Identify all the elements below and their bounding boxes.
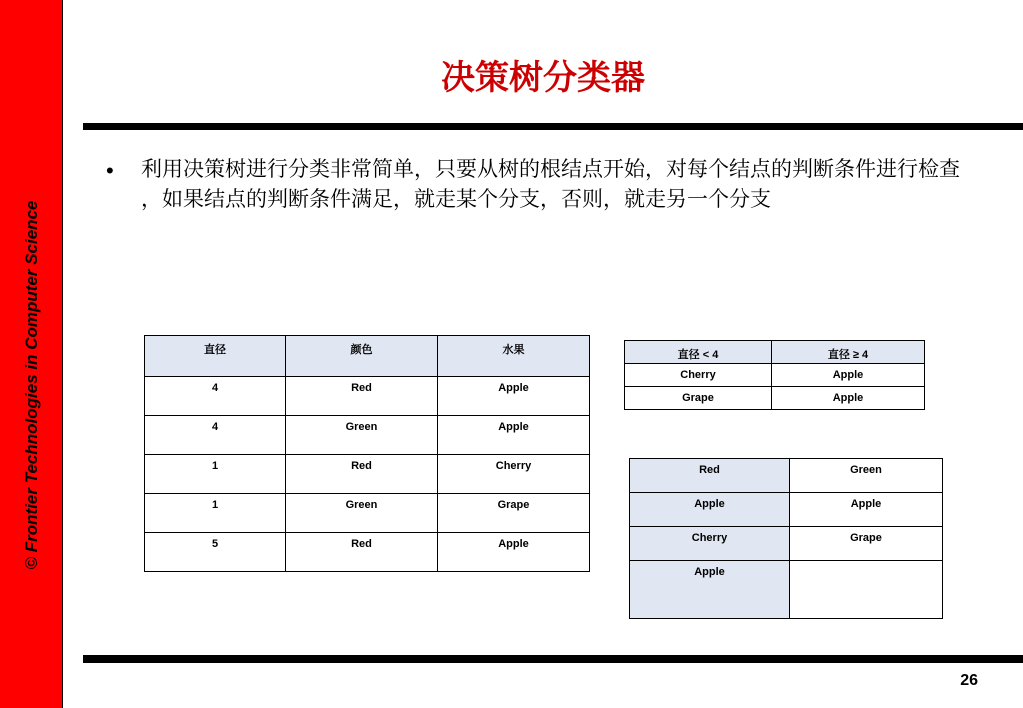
- table-cell: Apple: [630, 493, 790, 527]
- table-header-cell: 直径 < 4: [625, 341, 772, 364]
- sidebar: [0, 0, 63, 708]
- sidebar-caption: © Frontier Technologies in Computer Science: [22, 200, 41, 570]
- table-cell: Green: [286, 416, 438, 455]
- table-header-cell: 直径 ≥ 4: [772, 341, 925, 364]
- color-split-table: [629, 458, 943, 619]
- table-cell: Apple: [438, 377, 590, 416]
- page-number: 26: [960, 672, 978, 689]
- table-cell: Apple: [630, 561, 790, 619]
- table-row: [630, 493, 943, 527]
- table-header-cell: Green: [790, 459, 943, 493]
- table-row: [630, 527, 943, 561]
- table-header-cell: 颜色: [286, 336, 438, 377]
- table-cell: Apple: [772, 364, 925, 387]
- table-row: [145, 416, 590, 455]
- table-cell: Red: [286, 533, 438, 572]
- table-cell: 5: [145, 533, 286, 572]
- table-cell: Cherry: [438, 455, 590, 494]
- table-cell: 1: [145, 494, 286, 533]
- table-header-cell: 直径: [145, 336, 286, 377]
- table-cell: Grape: [625, 387, 772, 410]
- table-row: [145, 377, 590, 416]
- table-row: [625, 387, 925, 410]
- table-cell: Cherry: [625, 364, 772, 387]
- table-cell: Green: [286, 494, 438, 533]
- table-header-cell: 水果: [438, 336, 590, 377]
- table-cell: Apple: [438, 416, 590, 455]
- bullet-icon: •: [106, 158, 114, 183]
- table-cell: Apple: [790, 493, 943, 527]
- table-cell: Red: [286, 377, 438, 416]
- table-header-cell: Red: [630, 459, 790, 493]
- table-cell: 1: [145, 455, 286, 494]
- table-cell: Grape: [438, 494, 590, 533]
- slide-title: 决策树分类器: [441, 58, 645, 98]
- table-row: [145, 455, 590, 494]
- fruit-data-table: [144, 335, 590, 572]
- table-cell: [790, 561, 943, 619]
- table-row: [625, 364, 925, 387]
- bullet-text: 利用决策树进行分类非常简单，只要从树的根结点开始，对每个结点的判断条件进行检查 ，如果结点的判断条件满足，就走某个分支，否则，就走另一个分支: [141, 157, 960, 211]
- bottom-divider: [83, 655, 1023, 663]
- table-cell: 4: [145, 416, 286, 455]
- table-cell: Apple: [772, 387, 925, 410]
- diameter-split-table: [624, 340, 925, 410]
- table-row: [145, 494, 590, 533]
- top-divider: [83, 123, 1023, 130]
- table-cell: Grape: [790, 527, 943, 561]
- table-row: [630, 561, 943, 619]
- table-cell: Apple: [438, 533, 590, 572]
- table-cell: Cherry: [630, 527, 790, 561]
- table-cell: 4: [145, 377, 286, 416]
- table-row: [145, 533, 590, 572]
- table-cell: Red: [286, 455, 438, 494]
